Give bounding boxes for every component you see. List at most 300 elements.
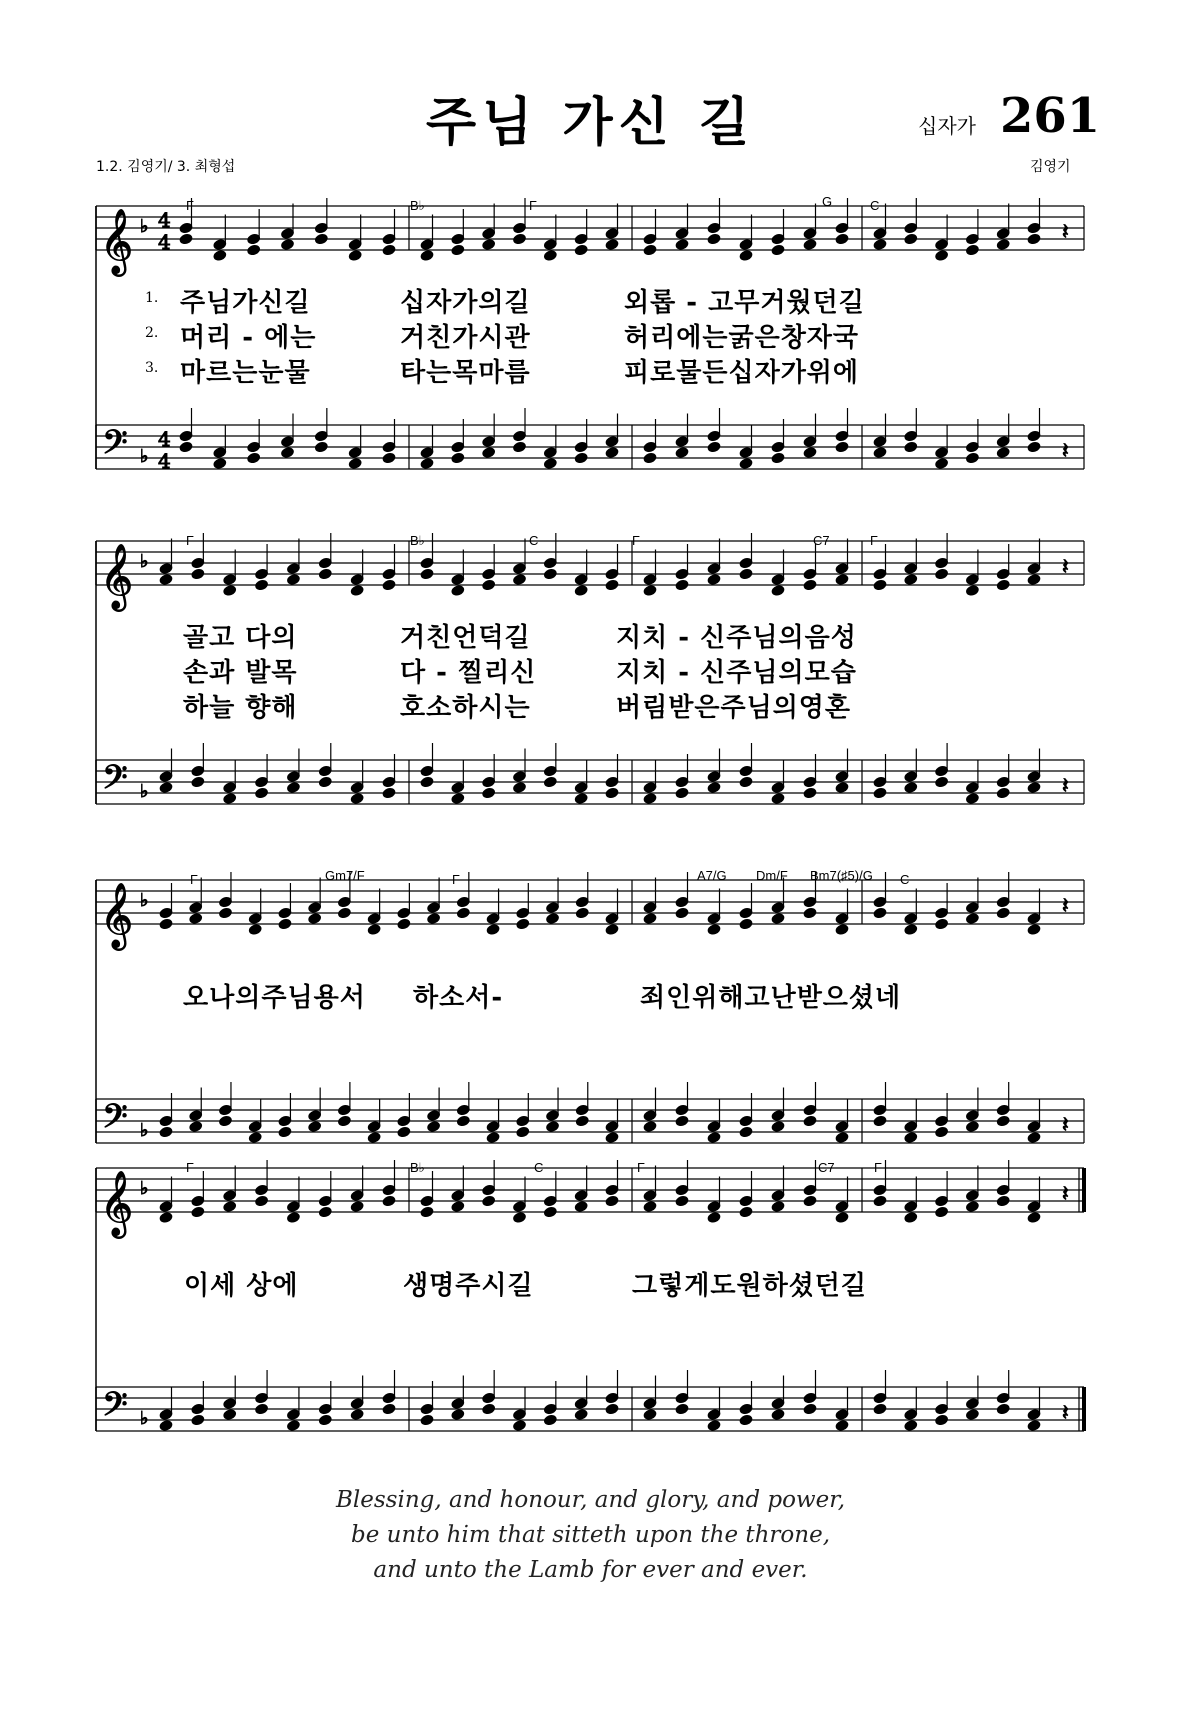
lyric-line: 호소하시는 (400, 693, 531, 723)
note-head (1027, 233, 1041, 245)
note-head (350, 792, 364, 804)
note-head (382, 244, 396, 256)
note-head (873, 238, 887, 250)
time-signature-icon: 4 (158, 230, 171, 254)
note-head (213, 457, 227, 469)
note-head (179, 441, 193, 453)
note-head (605, 1131, 619, 1143)
time-signature-icon: 4 (158, 427, 171, 451)
note-head (337, 1115, 351, 1127)
lyricist-credit: 1.2. 김영기/ 3. 최형섭 (96, 159, 236, 175)
note-head (512, 781, 526, 793)
note-head (965, 912, 979, 924)
note-head (904, 573, 918, 585)
note-head (159, 918, 173, 930)
lyric-line: 마르는눈물 (180, 358, 311, 388)
note-head (286, 781, 300, 793)
note-head (873, 579, 887, 591)
note-head (286, 1419, 300, 1431)
note-head (739, 457, 753, 469)
note-head (191, 776, 205, 788)
note-head (191, 1206, 205, 1218)
note-head (739, 1126, 753, 1138)
flat-key-signature-icon: ♭ (140, 551, 149, 572)
note-head (350, 584, 364, 596)
scripture-quote (0, 1483, 1181, 1588)
note-head (451, 452, 465, 464)
note-head (314, 441, 328, 453)
note-head (996, 907, 1010, 919)
note-head (543, 249, 557, 261)
note-head (1027, 1131, 1041, 1143)
note-head (382, 579, 396, 591)
note-head (904, 1211, 918, 1223)
lyric-line: 그렇게도원하셨던길 (632, 1271, 868, 1301)
note-head (873, 1403, 887, 1415)
note-head (397, 918, 411, 930)
note-head (159, 781, 173, 793)
note-head (543, 776, 557, 788)
note-head (803, 446, 817, 458)
note-head (248, 923, 262, 935)
note-head (280, 238, 294, 250)
note-head (643, 244, 657, 256)
note-head (318, 1206, 332, 1218)
lyric-line: 오나의주님용서 (183, 983, 366, 1013)
chord-symbol: F (874, 1160, 882, 1175)
note-head (643, 1408, 657, 1420)
note-head (308, 1120, 322, 1132)
hymn-title: 주님 가신 길 (425, 93, 756, 153)
note-head (575, 1115, 589, 1127)
note-head (904, 233, 918, 245)
note-head (254, 1403, 268, 1415)
flat-key-signature-icon: ♭ (140, 1408, 149, 1429)
note-head (675, 1115, 689, 1127)
note-head (1027, 573, 1041, 585)
note-head (675, 446, 689, 458)
note-head (159, 1126, 173, 1138)
note-head (574, 1200, 588, 1212)
treble-clef-icon: 𝄞 (100, 883, 134, 948)
time-signature-icon: 4 (158, 208, 171, 232)
quarter-rest-icon: 𝄽 (1062, 439, 1069, 464)
note-head (545, 912, 559, 924)
note-head (543, 568, 557, 580)
note-head (934, 457, 948, 469)
quarter-rest-icon: 𝄽 (1062, 1113, 1069, 1138)
note-head (308, 912, 322, 924)
note-head (934, 918, 948, 930)
note-head (873, 907, 887, 919)
scripture-line: Blessing, and honour, and glory, and power, (335, 1487, 846, 1513)
lyric-line: 주님가신길 (180, 288, 311, 318)
note-head (426, 912, 440, 924)
note-head (996, 787, 1010, 799)
note-head (835, 1131, 849, 1143)
note-head (934, 1126, 948, 1138)
note-head (223, 1200, 237, 1212)
note-head (675, 579, 689, 591)
note-head (835, 573, 849, 585)
note-head (873, 446, 887, 458)
flat-key-signature-icon: ♭ (140, 781, 149, 802)
note-head (739, 249, 753, 261)
note-head (873, 1195, 887, 1207)
note-head (739, 1414, 753, 1426)
note-head (605, 787, 619, 799)
chord-symbol: C (534, 1160, 544, 1175)
note-head (482, 446, 496, 458)
note-head (218, 1115, 232, 1127)
note-head (1027, 1211, 1041, 1223)
note-head (367, 923, 381, 935)
note-head (965, 1408, 979, 1420)
chord-symbol: A7/G (697, 868, 727, 883)
note-head (278, 1126, 292, 1138)
note-head (574, 1408, 588, 1420)
lyric-line: 버림받은주님의영혼 (616, 693, 852, 723)
note-head (771, 1408, 785, 1420)
note-head (965, 1200, 979, 1212)
note-head (318, 776, 332, 788)
note-head (675, 907, 689, 919)
note-head (771, 584, 785, 596)
note-head (1027, 441, 1041, 453)
lyric-line: 십자가의길 (400, 288, 531, 318)
verse-number: 3. (145, 360, 159, 376)
chord-symbol: C (900, 872, 910, 887)
quarter-rest-icon: 𝄽 (1062, 1401, 1069, 1426)
chord-symbol: B♭ (410, 198, 425, 213)
note-head (367, 1131, 381, 1143)
note-head (426, 1120, 440, 1132)
note-head (420, 457, 434, 469)
note-head (605, 1403, 619, 1415)
chord-symbol: F (186, 198, 194, 213)
note-head (254, 579, 268, 591)
note-head (247, 452, 261, 464)
quarter-rest-icon: 𝄽 (1062, 774, 1069, 799)
chord-symbol: F (870, 533, 878, 548)
note-head (280, 446, 294, 458)
flat-key-signature-icon: ♭ (140, 1178, 149, 1199)
note-head (382, 1195, 396, 1207)
note-head (451, 1200, 465, 1212)
note-head (1027, 1419, 1041, 1431)
note-head (707, 1211, 721, 1223)
quarter-rest-icon: 𝄽 (1062, 894, 1069, 919)
note-head (803, 1403, 817, 1415)
note-head (996, 446, 1010, 458)
note-head (254, 1195, 268, 1207)
lyric-line: 손과 발목 (183, 658, 298, 688)
note-head (248, 1131, 262, 1143)
composer-credit: 김영기 (1030, 159, 1071, 175)
treble-clef-icon: 𝄞 (100, 209, 134, 274)
note-head (456, 1115, 470, 1127)
note-head (350, 1408, 364, 1420)
note-head (574, 584, 588, 596)
note-head (771, 244, 785, 256)
note-head (574, 452, 588, 464)
note-head (382, 1403, 396, 1415)
note-head (451, 1408, 465, 1420)
lyric-line: 타는목마름 (400, 358, 531, 388)
note-head (420, 776, 434, 788)
note-head (803, 787, 817, 799)
note-head (707, 573, 721, 585)
chord-symbol: C7 (813, 533, 830, 548)
note-head (934, 249, 948, 261)
note-head (348, 457, 362, 469)
bass-clef-icon: 𝄢 (102, 759, 128, 805)
note-head (904, 781, 918, 793)
lyric-line: 생명주시길 (403, 1271, 534, 1301)
note-head (512, 233, 526, 245)
note-head (873, 1115, 887, 1127)
chord-symbol: C7 (818, 1160, 835, 1175)
note-head (451, 244, 465, 256)
category-label: 십자가 (918, 114, 976, 138)
treble-clef-icon: 𝄞 (100, 544, 134, 609)
note-head (314, 233, 328, 245)
note-head (803, 907, 817, 919)
time-signature-icon: 4 (158, 449, 171, 473)
note-head (574, 792, 588, 804)
flat-key-signature-icon: ♭ (140, 1120, 149, 1141)
note-head (254, 787, 268, 799)
note-head (337, 907, 351, 919)
chord-symbol: C (870, 198, 880, 213)
note-head (286, 1211, 300, 1223)
note-head (318, 568, 332, 580)
note-head (739, 776, 753, 788)
note-head (643, 1120, 657, 1132)
note-head (771, 1120, 785, 1132)
note-head (486, 923, 500, 935)
note-head (803, 579, 817, 591)
note-head (996, 238, 1010, 250)
treble-clef-icon: 𝄞 (100, 1171, 134, 1236)
note-head (213, 249, 227, 261)
note-head (643, 792, 657, 804)
note-head (512, 1211, 526, 1223)
note-head (707, 1419, 721, 1431)
bass-clef-icon: 𝄢 (102, 1386, 128, 1432)
note-head (482, 238, 496, 250)
note-head (420, 1206, 434, 1218)
note-head (803, 1115, 817, 1127)
chord-symbol: F (186, 1160, 194, 1175)
scripture-line: be unto him that sitteth upon the throne, (350, 1522, 831, 1548)
note-head (707, 441, 721, 453)
chord-symbol: F (637, 1160, 645, 1175)
lyric-line: 거친언덕길 (400, 623, 531, 653)
note-head (159, 1419, 173, 1431)
note-head (543, 1206, 557, 1218)
quarter-rest-icon: 𝄽 (1062, 1182, 1069, 1207)
note-head (543, 457, 557, 469)
note-head (965, 792, 979, 804)
note-head (965, 1120, 979, 1132)
note-head (739, 568, 753, 580)
note-head (675, 1403, 689, 1415)
chord-symbol: F (632, 533, 640, 548)
lyric-line: 다 - 찔리신 (400, 658, 537, 688)
note-head (247, 244, 261, 256)
note-head (835, 1419, 849, 1431)
chord-symbol: Gm7/F (325, 868, 365, 883)
note-head (575, 907, 589, 919)
chord-symbol: F (452, 872, 460, 887)
chord-symbol: C (529, 533, 539, 548)
lyric-line: 하소서- (413, 983, 504, 1013)
note-head (512, 573, 526, 585)
note-head (543, 1414, 557, 1426)
verse-number: 2. (145, 325, 159, 341)
note-head (420, 1414, 434, 1426)
note-head (873, 787, 887, 799)
note-head (996, 1403, 1010, 1415)
lyric-line: 거친가시관 (400, 323, 531, 353)
note-head (771, 912, 785, 924)
note-head (278, 918, 292, 930)
note-head (605, 446, 619, 458)
note-head (218, 907, 232, 919)
note-head (965, 244, 979, 256)
note-head (934, 568, 948, 580)
note-head (348, 249, 362, 261)
note-head (904, 1419, 918, 1431)
chord-symbol: F (529, 198, 537, 213)
chord-symbol: F (190, 872, 198, 887)
note-head (739, 1206, 753, 1218)
note-head (996, 1195, 1010, 1207)
note-head (512, 441, 526, 453)
chord-symbol: F (186, 533, 194, 548)
note-head (771, 1200, 785, 1212)
note-head (179, 233, 193, 245)
note-head (516, 1126, 530, 1138)
note-head (605, 1195, 619, 1207)
flat-key-signature-icon: ♭ (140, 446, 149, 467)
note-head (934, 776, 948, 788)
chord-symbol: B♭ (410, 533, 425, 548)
quarter-rest-icon: 𝄽 (1062, 220, 1069, 245)
note-head (904, 441, 918, 453)
chord-symbol: G (822, 194, 833, 209)
lyric-line: 이세 상에 (184, 1271, 299, 1301)
note-head (223, 1408, 237, 1420)
note-head (189, 912, 203, 924)
lyric-line: 골고 다의 (183, 623, 298, 653)
note-head (803, 238, 817, 250)
note-head (904, 1131, 918, 1143)
hymn-number: 261 (1000, 88, 1101, 144)
note-head (803, 1195, 817, 1207)
note-head (516, 918, 530, 930)
note-head (835, 923, 849, 935)
note-head (605, 923, 619, 935)
note-head (643, 584, 657, 596)
lyric-line: 하늘 향해 (183, 693, 298, 723)
note-head (1027, 781, 1041, 793)
note-head (159, 1211, 173, 1223)
note-head (707, 1131, 721, 1143)
note-head (456, 907, 470, 919)
note-head (574, 244, 588, 256)
lyric-line: 머리 - 에는 (180, 323, 317, 353)
note-head (189, 1120, 203, 1132)
note-head (382, 452, 396, 464)
note-head (904, 923, 918, 935)
note-head (707, 923, 721, 935)
chord-symbol: Bm7(♯5)/G (810, 868, 873, 883)
note-head (965, 452, 979, 464)
note-head (835, 441, 849, 453)
note-head (1027, 923, 1041, 935)
note-head (707, 233, 721, 245)
lyric-line: 지치 - 신주님의음성 (616, 623, 857, 653)
lyric-line: 외롭 - 고무거웠던길 (624, 288, 865, 318)
note-head (643, 452, 657, 464)
note-head (739, 918, 753, 930)
scripture-line: and unto the Lamb for ever and ever. (373, 1557, 808, 1583)
note-head (482, 1403, 496, 1415)
note-head (771, 452, 785, 464)
quarter-rest-icon: 𝄽 (1062, 555, 1069, 580)
note-head (643, 1200, 657, 1212)
note-head (482, 1195, 496, 1207)
note-head (934, 1206, 948, 1218)
note-head (159, 573, 173, 585)
bass-clef-icon: 𝄢 (102, 1098, 128, 1144)
note-head (223, 584, 237, 596)
note-head (545, 1120, 559, 1132)
note-head (605, 238, 619, 250)
note-head (382, 787, 396, 799)
note-head (420, 249, 434, 261)
note-head (451, 584, 465, 596)
note-head (771, 792, 785, 804)
lyric-line: 지치 - 신주님의모습 (616, 658, 857, 688)
note-head (191, 1414, 205, 1426)
note-head (835, 781, 849, 793)
note-head (675, 238, 689, 250)
flat-key-signature-icon: ♭ (140, 890, 149, 911)
lyric-line: 허리에는굵은창자국 (624, 323, 860, 353)
note-head (191, 568, 205, 580)
note-head (835, 233, 849, 245)
note-head (486, 1131, 500, 1143)
chord-symbol: B♭ (410, 1160, 425, 1175)
note-head (835, 1211, 849, 1223)
note-head (643, 912, 657, 924)
chord-symbol: Dm/F (756, 868, 788, 883)
note-head (707, 781, 721, 793)
note-head (512, 1419, 526, 1431)
note-head (675, 787, 689, 799)
note-head (482, 579, 496, 591)
note-head (605, 579, 619, 591)
note-head (318, 1414, 332, 1426)
verse-number: 1. (145, 290, 159, 306)
note-head (996, 1115, 1010, 1127)
note-head (286, 573, 300, 585)
note-head (482, 787, 496, 799)
lyric-line: 죄인위해고난받으셨네 (640, 983, 902, 1013)
